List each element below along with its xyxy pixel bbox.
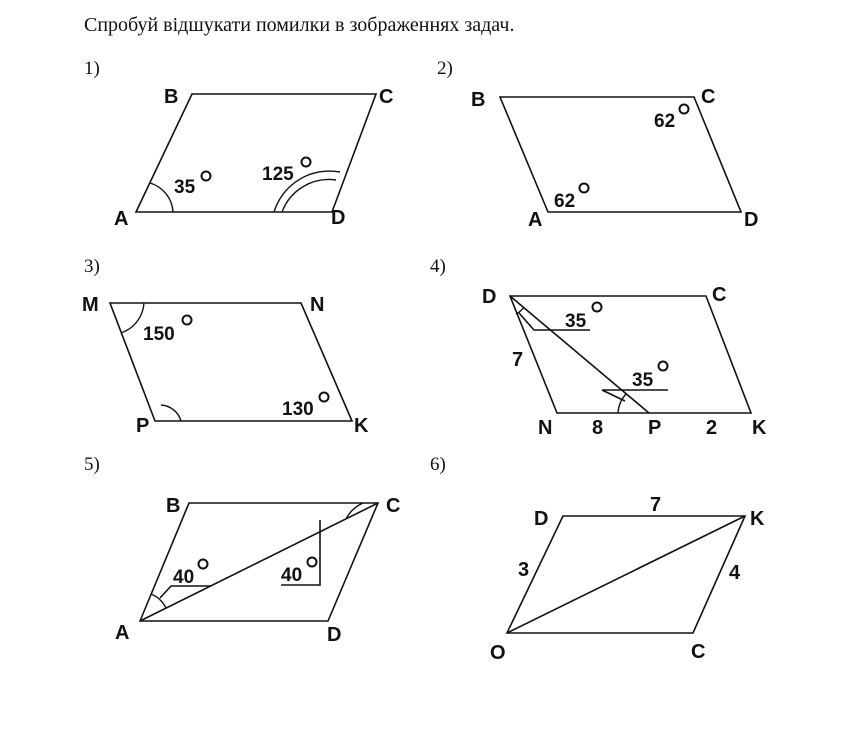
problem-1 [84,58,393,230]
vertex-d-label: D [744,209,759,231]
angle-a-arc [150,183,173,212]
angle-p-leader [602,390,668,401]
problem-6-number: 6) [430,454,446,475]
vertex-c-label: C [712,284,727,306]
degree-mark [199,560,208,569]
length-pk-label: 2 [706,417,718,439]
vertex-c-label: C [691,641,706,663]
vertex-n-label: N [310,294,325,316]
vertex-o-label: O [490,642,506,664]
problem-3-number: 3) [84,256,100,277]
degree-mark [320,393,329,402]
vertex-d-label: D [482,286,497,308]
page-title: Спробуй відшукати помилки в зображеннях задач. [84,14,515,36]
vertex-b-label: B [164,86,179,108]
length-dn-label: 7 [512,349,524,371]
angle-k-value: 130 [282,399,314,420]
angle-a-value: 40 [173,567,195,588]
angle-p-value: 35 [632,370,654,391]
problem-3 [82,256,369,437]
degree-mark [580,184,589,193]
vertex-c-label: C [701,86,716,108]
problem-2 [437,58,758,231]
parallelogram-abcd [500,97,741,212]
angle-m-value: 150 [143,324,175,345]
angle-a-value: 35 [174,177,196,198]
vertex-m-label: M [82,294,99,316]
degree-mark [308,558,317,567]
problem-2-number: 2) [437,58,453,79]
vertex-k-label: K [354,415,369,437]
vertex-a-label: A [115,622,130,644]
angle-d-value: 35 [565,311,587,332]
degree-mark [593,303,602,312]
length-od-label: 3 [518,559,530,581]
degree-mark [202,172,211,181]
degree-mark [183,316,192,325]
vertex-d-label: D [534,508,549,530]
vertex-a-label: A [528,209,543,231]
vertex-p-label: P [136,415,150,437]
vertex-c-label: C [386,495,401,517]
problem-6 [430,454,765,664]
vertex-b-label: B [166,495,181,517]
angle-a-value: 62 [554,191,576,212]
vertex-c-label: C [379,86,394,108]
vertex-a-label: A [114,208,129,230]
vertex-p-label: P [648,417,662,439]
length-kc-label: 4 [729,562,741,584]
vertex-k-label: K [750,508,765,530]
parallelogram-mnkp [110,303,352,421]
degree-mark [659,362,668,371]
angle-c-value: 62 [654,111,676,132]
parallelogram-dckn [510,296,751,413]
problem-4 [430,256,767,439]
vertex-k-label: K [752,417,767,439]
degree-mark [680,105,689,114]
angle-a-arc [151,594,166,608]
length-np-label: 8 [592,417,604,439]
vertex-d-label: D [331,207,346,229]
diagonal-ok [507,516,745,633]
angle-p-arc [161,405,181,421]
problem-5-number: 5) [84,454,100,475]
parallelogram-abcd [136,94,376,212]
length-dk-label: 7 [650,494,662,516]
angle-m-arc [121,303,144,333]
problem-4-number: 4) [430,256,446,277]
degree-mark [302,158,311,167]
problem-1-number: 1) [84,58,100,79]
angle-d-value: 125 [262,164,294,185]
vertex-n-label: N [538,417,553,439]
angle-p-arc [618,394,626,413]
vertex-d-label: D [327,624,342,646]
angle-c-value: 40 [281,565,303,586]
diagonal-ac [140,503,378,621]
vertex-b-label: B [471,89,486,111]
problem-5 [84,454,400,646]
